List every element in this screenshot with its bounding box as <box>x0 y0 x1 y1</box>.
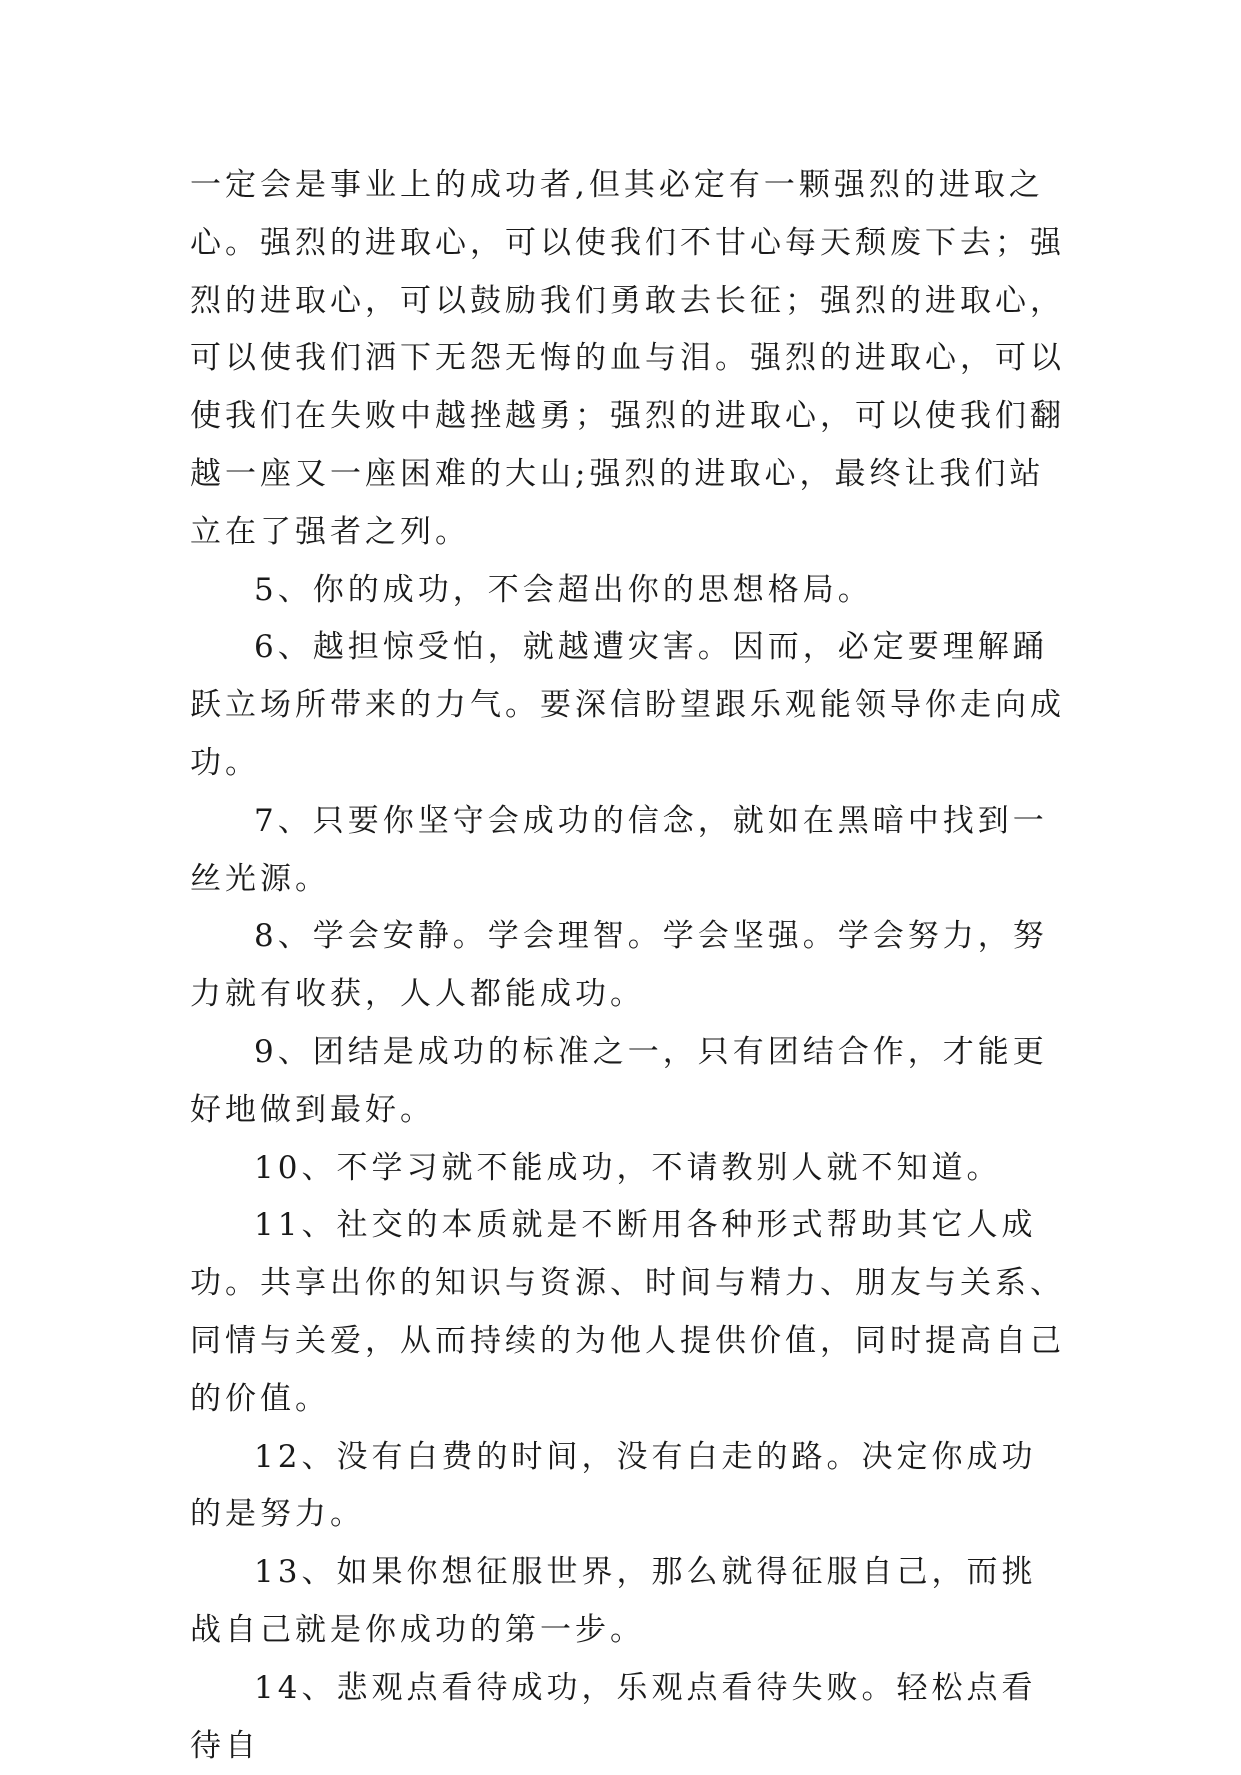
paragraph-intro: 一定会是事业上的成功者,但其必定有一颗强烈的进取之心。强烈的进取心，可以使我们不甘心每天颓废下去；强烈的进取心，可以鼓励我们勇敢去长征；强烈的进取心，可以使我们洒下无怨无悔的血与泪。强烈的进取心，可以使我们在失败中越挫越勇；强烈的进取心，可以使我们翻越一座又一座困难的大山;强烈的进取心，最终让我们站立在了强者之列。 <box>190 167 1065 550</box>
paragraph-11: 11、社交的本质就是不断用各种形式帮助其它人成功。共享出你的知识与资源、时间与精力、朋友与关系、同情与关爱，从而持续的为他人提供价值，同时提高自己的价值。 <box>190 1207 1065 1417</box>
paragraph-7: 7、只要你坚守会成功的信念，就如在黑暗中找到一丝光源。 <box>190 802 1048 897</box>
paragraph-10: 10、不学习就不能成功，不请教别人就不知道。 <box>254 1149 1002 1186</box>
paragraph-13: 13、如果你想征服世界，那么就得征服自己，而挑战自己就是你成功的第一步。 <box>190 1554 1037 1648</box>
document-body <box>190 157 1070 1775</box>
paragraph-8: 8、学会安静。学会理智。学会坚强。学会努力，努力就有收获，人人都能成功。 <box>190 918 1048 1013</box>
paragraph-9: 9、团结是成功的标准之一，只有团结合作，才能更好地做到最好。 <box>190 1033 1048 1128</box>
paragraph-14: 14、悲观点看待成功，乐观点看待失败。轻松点看待自 <box>190 1669 1037 1764</box>
paragraph-6: 6、越担惊受怕，就越遭灾害。因而，必定要理解踊跃立场所带来的力气。要深信盼望跟乐观能领导你走向成功。 <box>190 629 1065 781</box>
paragraph-12: 12、没有白费的时间，没有白走的路。决定你成功的是努力。 <box>190 1438 1037 1533</box>
paragraph-5: 5、你的成功，不会超出你的思想格局。 <box>254 571 873 608</box>
